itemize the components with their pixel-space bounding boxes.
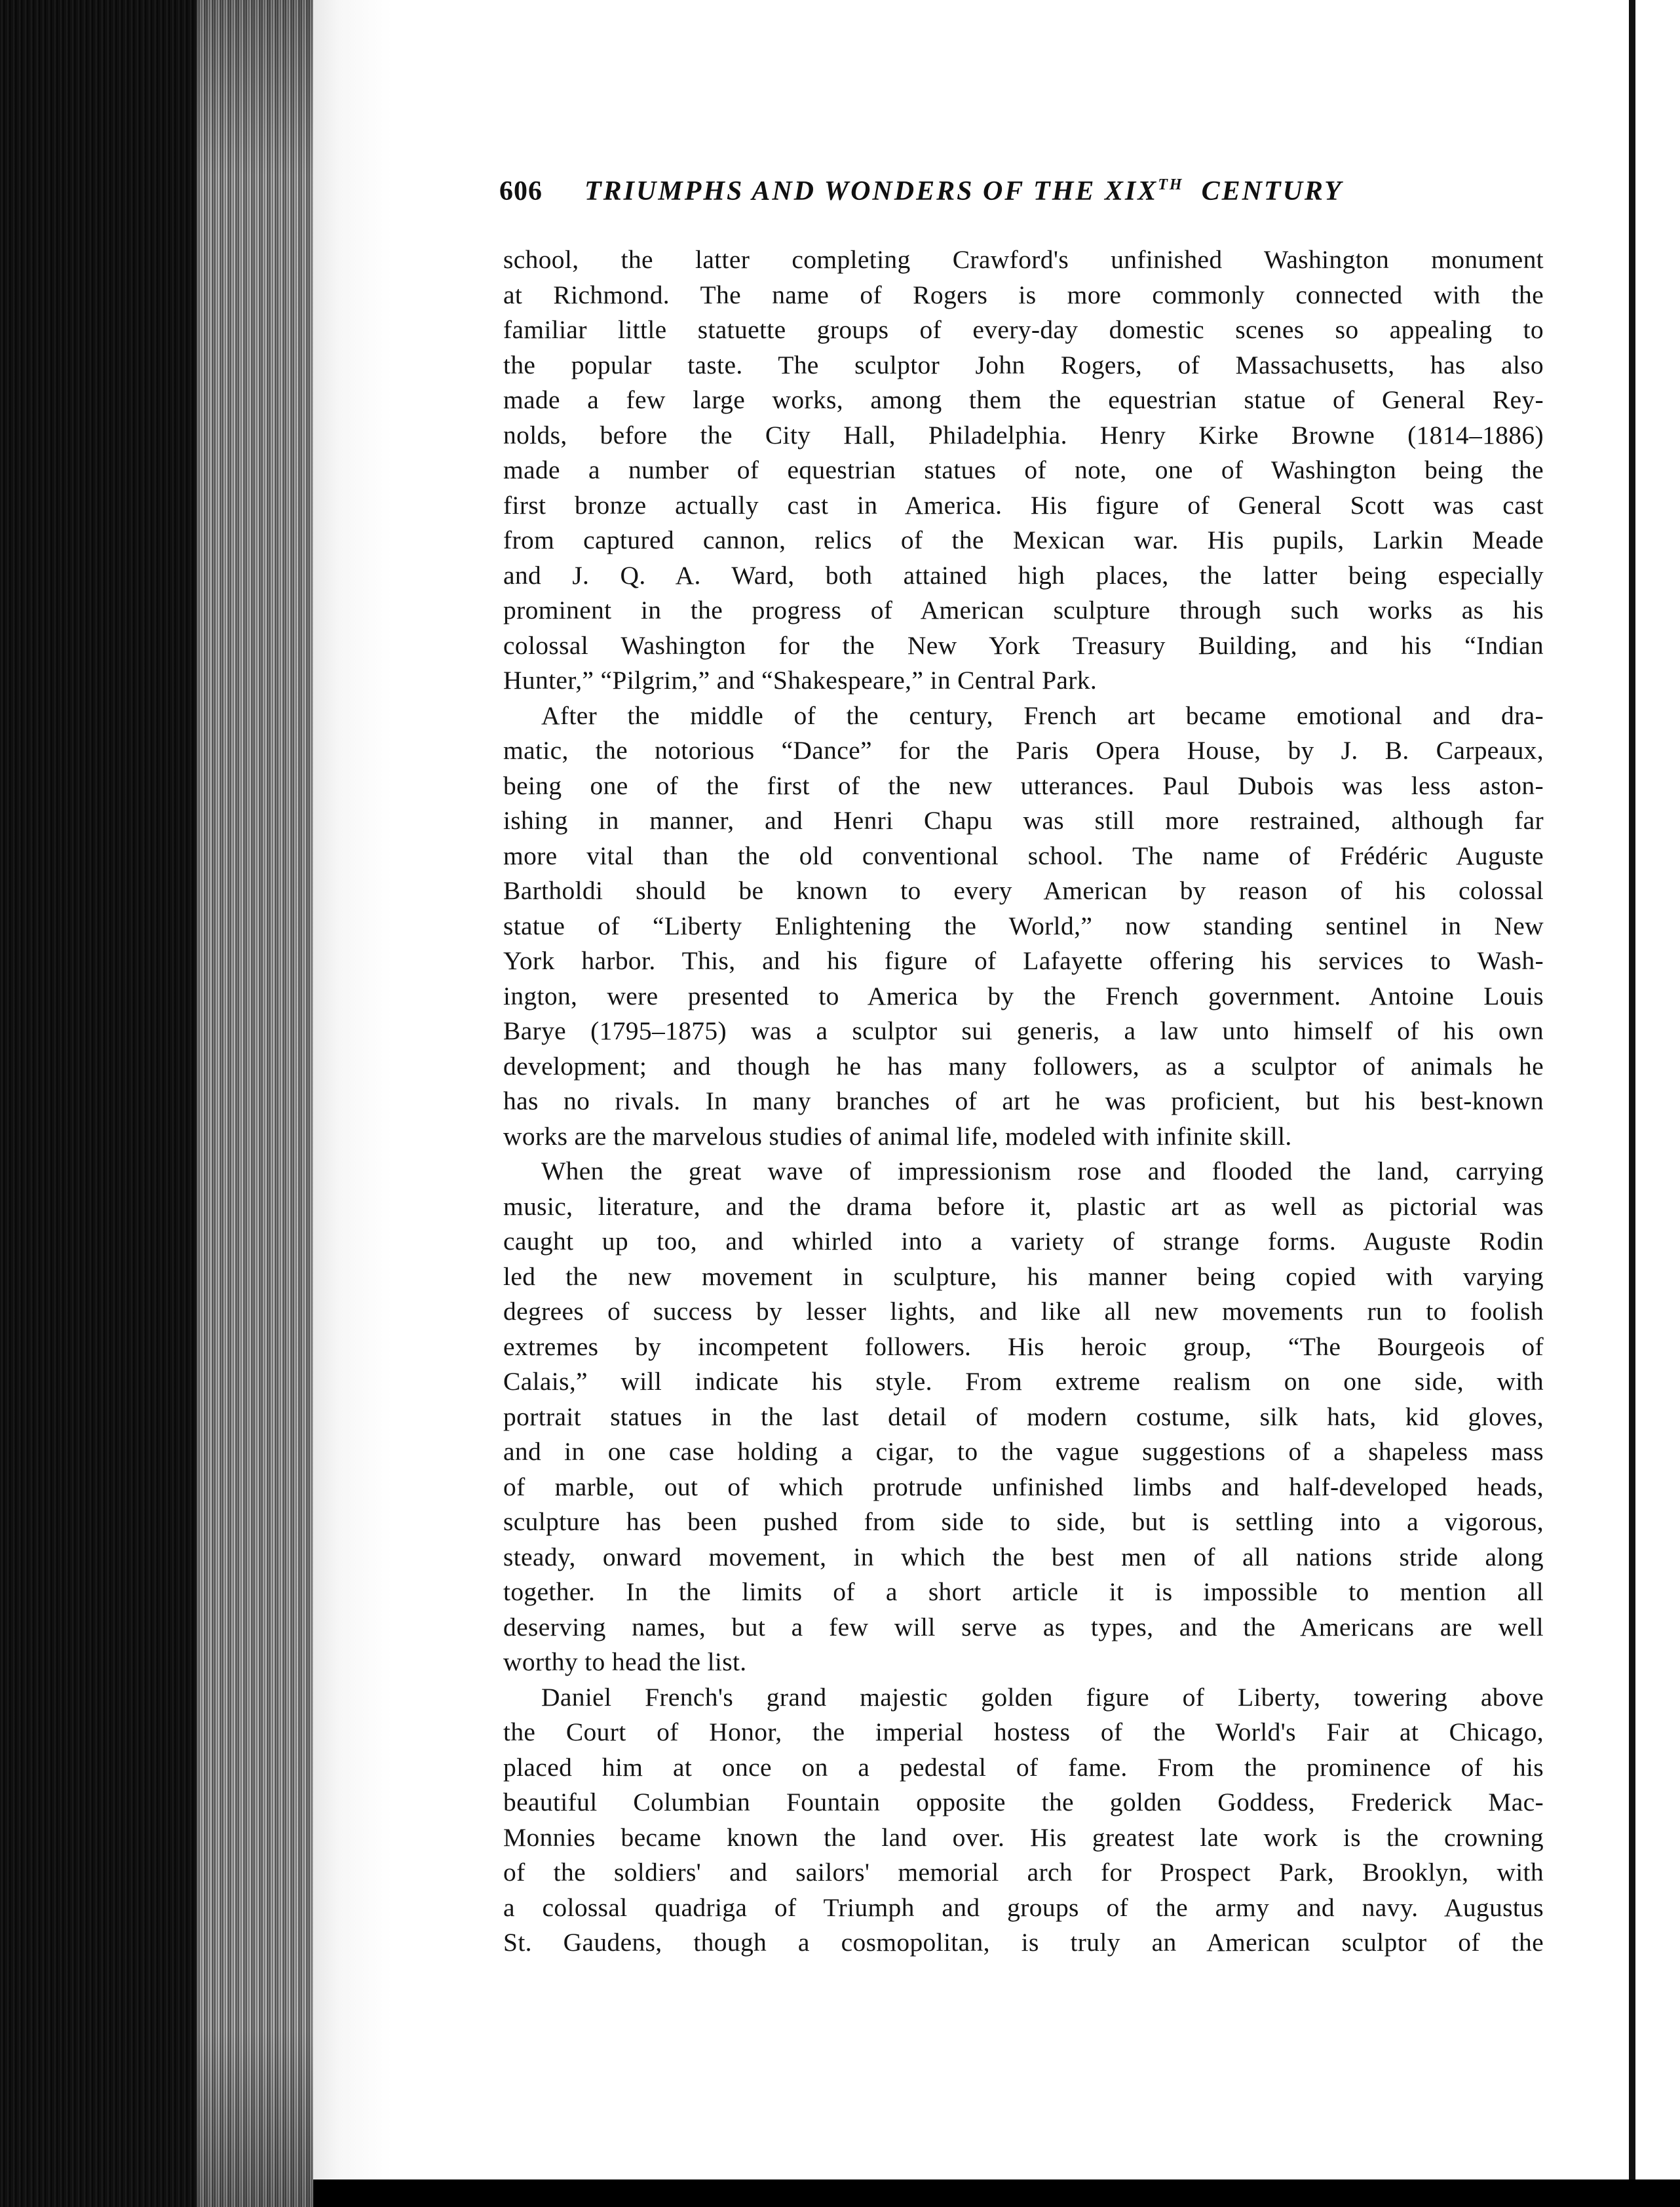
text-line: Hunter,” “Pilgrim,” and “Shakespeare,” in Central Park. [503, 666, 1098, 695]
text-line: familiar little statuette groups of every-day domestic scenes so appealing to [503, 315, 1544, 344]
text-line: Bartholdi should be known to every American by reason of his colossal [503, 876, 1544, 905]
running-head [499, 176, 1448, 207]
text-line: a colossal quadriga of Triumph and groups of the army and navy. Augustus [503, 1892, 1544, 1922]
text-line: led the new movement in sculpture, his manner being copied with varying [503, 1261, 1544, 1291]
text-line: at Richmond. The name of Rogers is more commonly connected with the [503, 280, 1544, 309]
text-line: nolds, before the City Hall, Philadelphia. Henry Kirke Browne (1814–1886) [503, 420, 1544, 450]
paragraph [503, 242, 1544, 699]
text-line: development; and though he has many followers, as a sculptor of animals he [503, 1051, 1544, 1081]
text-line: extremes by incompetent followers. His heroic group, “The Bourgeois of [503, 1332, 1544, 1361]
text-line: steady, onward movement, in which the best men of all nations stride along [503, 1542, 1544, 1571]
text-line: Monnies became known the land over. His greatest late work is the crowning [503, 1822, 1544, 1852]
text-line: first bronze actually cast in America. His figure of General Scott was cast [503, 490, 1544, 520]
text-line: school, the latter completing Crawford's unfinished Washington monument [503, 245, 1544, 274]
text-line: caught up too, and whirled into a variety of strange forms. Auguste Rodin [503, 1227, 1544, 1256]
text-line: and in one case holding a cigar, to the vague suggestions of a shapeless mass [503, 1437, 1544, 1466]
page-number: 606 [499, 176, 543, 206]
text-line: of the soldiers' and sailors' memorial arch for Prospect Park, Brooklyn, with [503, 1858, 1544, 1887]
text-line: Barye (1795–1875) was a sculptor sui generis, a law unto himself of his own [503, 1016, 1544, 1045]
text-line: the Court of Honor, the imperial hostess of the World's Fair at Chicago, [503, 1718, 1544, 1746]
text-line: St. Gaudens, though a cosmopolitan, is truly an American sculptor of the [503, 1928, 1544, 1957]
scan-right-margin [1635, 0, 1680, 2207]
text-line: made a number of equestrian statues of note, one of Washington being the [503, 455, 1544, 484]
running-title-end: CENTURY [1201, 176, 1343, 206]
text-line: made a few large works, among them the equestrian statue of General Rey- [503, 385, 1544, 414]
running-title [584, 176, 1343, 207]
text-line: being one of the first of the new utterances. Paul Dubois was less aston- [503, 771, 1544, 800]
text-line: prominent in the progress of American sculpture through such works as his [503, 596, 1544, 624]
text-line: ishing in manner, and Henri Chapu was still more restrained, although far [503, 806, 1544, 835]
text-line: the popular taste. The sculptor John Rogers, of Massachusetts, has also [503, 350, 1544, 379]
text-line: matic, the notorious “Dance” for the Paris Opera House, by J. B. Carpeaux, [503, 736, 1544, 765]
running-title-main: TRIUMPHS AND WONDERS OF THE XIX [584, 176, 1158, 206]
text-line: worthy to head the list. [503, 1647, 747, 1676]
running-title-superscript: TH [1158, 176, 1184, 193]
text-line: music, literature, and the drama before it, plastic art as well as pictorial was [503, 1191, 1544, 1221]
text-line: sculpture has been pushed from side to side, but is settling into a vigorous, [503, 1507, 1544, 1536]
paragraph [503, 1154, 1544, 1680]
scan-bottom-margin [313, 2179, 1680, 2207]
paragraph [503, 699, 1544, 1155]
text-line: ington, were presented to America by the French government. Antoine Louis [503, 981, 1544, 1010]
text-line: Calais,” will indicate his style. From extreme realism on one side, with [503, 1367, 1544, 1396]
text-line: When the great wave of impressionism rose and flooded the land, carrying [541, 1157, 1544, 1185]
text-line: York harbor. This, and his figure of Lafayette offering his services to Wash- [503, 946, 1544, 975]
text-line: beautiful Columbian Fountain opposite the golden Goddess, Frederick Mac- [503, 1788, 1544, 1816]
text-line: together. In the limits of a short article it is impossible to mention all [503, 1577, 1544, 1606]
text-line: and J. Q. A. Ward, both attained high places, the latter being especially [503, 560, 1544, 590]
text-line: more vital than the old conventional school. The name of Frédéric Auguste [503, 841, 1544, 870]
scanner-margin [0, 0, 197, 2207]
paragraph [503, 1680, 1544, 1961]
text-line: statue of “Liberty Enlightening the World,” now standing sentinel in New [503, 911, 1544, 940]
page-right-edge [1629, 0, 1635, 2207]
book-page-edges [197, 0, 313, 2207]
text-line: portrait statues in the last detail of modern costume, silk hats, kid gloves, [503, 1402, 1544, 1431]
text-line: of marble, out of which protrude unfinished limbs and half-developed heads, [503, 1472, 1544, 1501]
body-text [503, 242, 1544, 1961]
text-line: degrees of success by lesser lights, and like all new movements run to foolish [503, 1297, 1544, 1326]
text-line: Daniel French's grand majestic golden figure of Liberty, towering above [541, 1682, 1544, 1712]
text-line: works are the marvelous studies of animal life, modeled with infinite skill. [503, 1121, 1292, 1151]
text-line: has no rivals. In many branches of art he was proficient, but his best-known [503, 1086, 1544, 1115]
text-line: colossal Washington for the New York Treasury Building, and his “Indian [503, 630, 1544, 660]
text-line: placed him at once on a pedestal of fame. From the prominence of his [503, 1752, 1544, 1782]
text-line: After the middle of the century, French art became emotional and dra- [541, 700, 1544, 730]
text-line: deserving names, but a few will serve as types, and the Americans are well [503, 1612, 1544, 1641]
text-line: from captured cannon, relics of the Mexican war. His pupils, Larkin Meade [503, 526, 1544, 554]
